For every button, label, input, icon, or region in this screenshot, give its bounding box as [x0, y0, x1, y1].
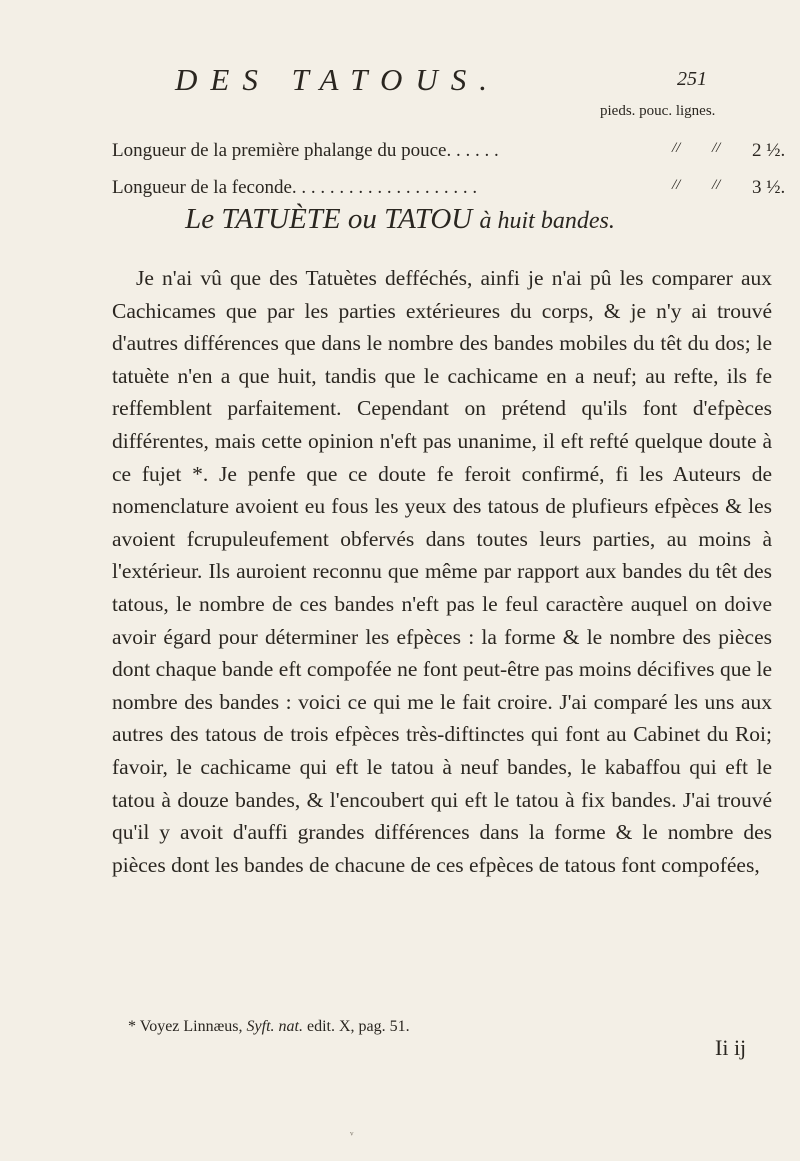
measurement-value: 3 ½.	[752, 177, 786, 198]
measurement-label: Longueur de la feconde. . . . . . . . . . . . . . . . . . . .	[112, 177, 478, 198]
footnote-marker: * Voyez Linnæus,	[128, 1018, 243, 1035]
footnote	[128, 1018, 748, 1036]
ditto-mark-feet: //	[672, 177, 681, 193]
ditto-mark-inches: //	[712, 140, 721, 156]
running-title: DES TATOUS.	[175, 62, 501, 97]
page-number: 251	[677, 68, 707, 90]
signature-mark: Ii ij	[715, 1035, 747, 1060]
body-paragraph: Je n'ai vû que des Tatuètes defféchés, ainfi je n'ai pû les comparer aux Cachicames que par les parties extérieures du corps, & je n'y ai trouvé d'autres différences que dans le nombre des bandes mobiles du têt du dos; le tatuète n'en a que huit, tandis que le cachicame en a neuf; au refte, ils fe reffemblent parfaitement. Cependant on prétend qu'ils font d'efpèces différentes, mais cette opinion n'eft pas unanime, il eft refté quelque doute à ce fujet *. Je penfe que ce doute fe feroit confirmé, fi les Auteurs de nomenclature avoient eu fous les yeux des tatous de plufieurs efpèces & les avoient fcrupuleufement obfervés dans toutes leurs parties, au moins à l'extérieur. Ils auroient reconnu que même par rapport aux bandes du têt des tatous, le nombre de ces bandes n'eft pas le feul caractère auquel on doive avoir égard pour déterminer les efpèces : la forme & le nombre des pièces dont chaque bande eft compofée ne font peut-être pas moins décifives que le nombre des bandes : voici ce qui me le fait croire. J'ai comparé les uns aux autres des tatous de trois efpèces très-diftinctes qui font au Cabinet du Roi; favoir, le cachicame qui eft le tatou à neuf bandes, le kabaffou qui eft le tatou à douze bandes, & l'encoubert qui eft le tatou à fix bandes. J'ai trouvé qu'il y avoit d'auffi grandes différences dans la forme & le nombre des pièces dont les bandes de chacune de ces efpèces de tatous font compofées,	[112, 266, 772, 877]
ditto-mark-feet: //	[672, 140, 681, 156]
footnote-reference: edit. X, pag. 51.	[306, 1018, 410, 1035]
measurement-label: Longueur de la première phalange du pouce. . . . . .	[112, 140, 499, 161]
section-title-tail: à huit bandes.	[479, 208, 615, 234]
page-header	[175, 62, 707, 102]
section-title	[0, 203, 800, 236]
stray-mark: ᵛ	[350, 1128, 354, 1142]
footnote-title: Syft. nat.	[246, 1018, 303, 1035]
measurement-column-headers: pieds. pouc. lignes.	[600, 103, 716, 119]
section-title-main: Le TATUÈTE ou TATOU	[185, 203, 473, 235]
measurement-row	[112, 177, 786, 205]
measurement-value: 2 ½.	[752, 140, 786, 161]
ditto-mark-inches: //	[712, 177, 721, 193]
measurement-row	[112, 140, 786, 168]
